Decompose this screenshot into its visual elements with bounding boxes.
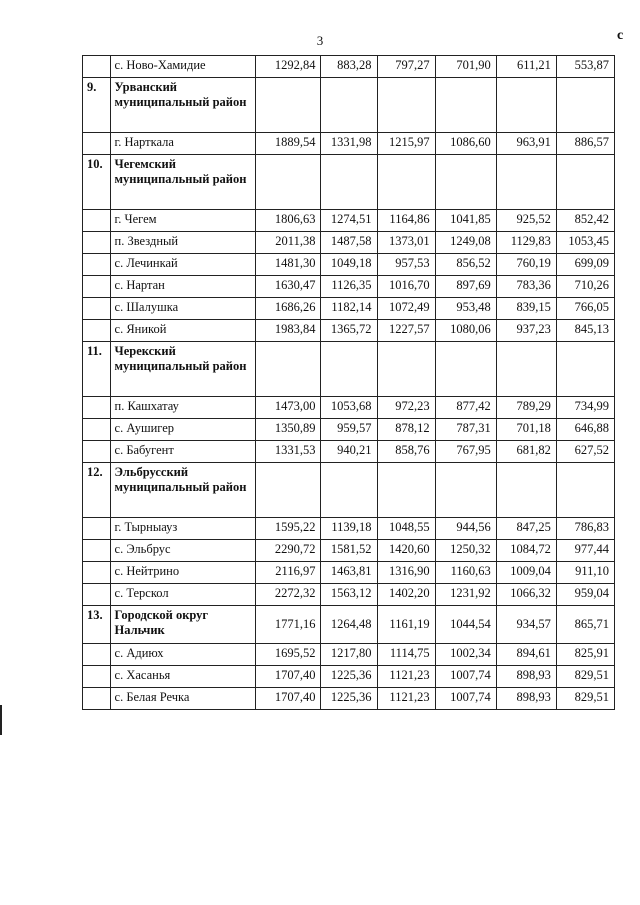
value-cell: 1686,26 (256, 298, 321, 320)
value-cell: 1215,97 (377, 133, 435, 155)
value-cell (377, 342, 435, 397)
row-index (83, 232, 111, 254)
value-cell: 1164,86 (377, 210, 435, 232)
value-cell: 1227,57 (377, 320, 435, 342)
value-cell: 959,04 (556, 584, 614, 606)
value-cell (496, 463, 556, 518)
value-cell: 1080,06 (435, 320, 496, 342)
settlement-row (83, 644, 615, 666)
value-cell: 1373,01 (377, 232, 435, 254)
settlement-name: с. Нартан (110, 276, 256, 298)
district-row (83, 342, 615, 397)
value-cell: 681,82 (496, 441, 556, 463)
settlement-name: с. Хасанья (110, 666, 256, 688)
value-cell (435, 342, 496, 397)
value-cell: 847,25 (496, 518, 556, 540)
row-index (83, 133, 111, 155)
value-cell: 1889,54 (256, 133, 321, 155)
value-cell: 940,21 (321, 441, 377, 463)
value-cell: 865,71 (556, 606, 614, 644)
settlement-name: п. Звездный (110, 232, 256, 254)
value-cell: 1129,83 (496, 232, 556, 254)
settlement-row (83, 562, 615, 584)
value-cell: 897,69 (435, 276, 496, 298)
row-index: 12. (83, 463, 111, 518)
value-cell: 1473,00 (256, 397, 321, 419)
value-cell: 1139,18 (321, 518, 377, 540)
value-cell (377, 155, 435, 210)
value-cell (556, 463, 614, 518)
row-index (83, 666, 111, 688)
tariff-table (82, 55, 615, 710)
value-cell: 710,26 (556, 276, 614, 298)
value-cell: 858,76 (377, 441, 435, 463)
value-cell (556, 342, 614, 397)
value-cell (256, 463, 321, 518)
value-cell: 1463,81 (321, 562, 377, 584)
value-cell: 886,57 (556, 133, 614, 155)
settlement-row (83, 320, 615, 342)
settlement-name: с. Яникой (110, 320, 256, 342)
value-cell: 898,93 (496, 688, 556, 710)
value-cell: 1126,35 (321, 276, 377, 298)
value-cell: 1048,55 (377, 518, 435, 540)
settlement-row (83, 584, 615, 606)
settlement-row (83, 232, 615, 254)
value-cell: 789,29 (496, 397, 556, 419)
district-row (83, 155, 615, 210)
value-cell: 977,44 (556, 540, 614, 562)
row-index (83, 320, 111, 342)
value-cell: 1084,72 (496, 540, 556, 562)
settlement-row (83, 210, 615, 232)
settlement-name: с. Шалушка (110, 298, 256, 320)
settlement-name: с. Терскол (110, 584, 256, 606)
value-cell: 1160,63 (435, 562, 496, 584)
value-cell: 627,52 (556, 441, 614, 463)
value-cell (321, 463, 377, 518)
value-cell: 766,05 (556, 298, 614, 320)
row-index (83, 419, 111, 441)
row-index: 10. (83, 155, 111, 210)
value-cell (321, 78, 377, 133)
value-cell: 767,95 (435, 441, 496, 463)
value-cell: 1274,51 (321, 210, 377, 232)
value-cell: 972,23 (377, 397, 435, 419)
settlement-row (83, 518, 615, 540)
value-cell: 760,19 (496, 254, 556, 276)
value-cell (435, 463, 496, 518)
row-index (83, 540, 111, 562)
value-cell (377, 78, 435, 133)
value-cell: 1365,72 (321, 320, 377, 342)
value-cell: 1292,84 (256, 56, 321, 78)
corner-mark: с (617, 28, 624, 43)
value-cell: 1002,34 (435, 644, 496, 666)
row-index (83, 584, 111, 606)
value-cell (377, 463, 435, 518)
page-number: 3 (316, 33, 324, 48)
value-cell: 2290,72 (256, 540, 321, 562)
value-cell (556, 78, 614, 133)
value-cell (256, 342, 321, 397)
district-row (83, 463, 615, 518)
value-cell: 1121,23 (377, 666, 435, 688)
value-cell: 1806,63 (256, 210, 321, 232)
district-row (83, 78, 615, 133)
row-index (83, 441, 111, 463)
value-cell: 957,53 (377, 254, 435, 276)
value-cell: 1983,84 (256, 320, 321, 342)
value-cell: 1016,70 (377, 276, 435, 298)
value-cell: 1086,60 (435, 133, 496, 155)
settlement-row (83, 688, 615, 710)
value-cell (256, 78, 321, 133)
value-cell: 852,42 (556, 210, 614, 232)
value-cell: 1049,18 (321, 254, 377, 276)
row-index (83, 644, 111, 666)
value-cell: 553,87 (556, 56, 614, 78)
value-cell: 2116,97 (256, 562, 321, 584)
value-cell: 1331,98 (321, 133, 377, 155)
value-cell: 1009,04 (496, 562, 556, 584)
value-cell: 898,93 (496, 666, 556, 688)
value-cell (435, 78, 496, 133)
row-index: 11. (83, 342, 111, 397)
value-cell: 1250,32 (435, 540, 496, 562)
settlement-row (83, 397, 615, 419)
row-index (83, 210, 111, 232)
settlement-name: с. Ново-Хамидие (110, 56, 256, 78)
value-cell: 1707,40 (256, 666, 321, 688)
value-cell: 1007,74 (435, 688, 496, 710)
value-cell: 783,36 (496, 276, 556, 298)
value-cell (496, 78, 556, 133)
value-cell: 699,09 (556, 254, 614, 276)
district-row (83, 606, 615, 644)
value-cell: 1161,19 (377, 606, 435, 644)
value-cell: 1007,74 (435, 666, 496, 688)
value-cell: 878,12 (377, 419, 435, 441)
row-index (83, 56, 111, 78)
settlement-row (83, 254, 615, 276)
value-cell: 1316,90 (377, 562, 435, 584)
value-cell: 1121,23 (377, 688, 435, 710)
row-index: 9. (83, 78, 111, 133)
value-cell: 786,83 (556, 518, 614, 540)
settlement-name: г. Чегем (110, 210, 256, 232)
value-cell: 829,51 (556, 666, 614, 688)
settlement-name: с. Бабугент (110, 441, 256, 463)
row-index (83, 254, 111, 276)
value-cell: 701,90 (435, 56, 496, 78)
value-cell: 1350,89 (256, 419, 321, 441)
scan-edge-mark (0, 705, 2, 735)
value-cell: 1225,36 (321, 666, 377, 688)
value-cell: 2272,32 (256, 584, 321, 606)
settlement-name: с. Нейтрино (110, 562, 256, 584)
value-cell: 953,48 (435, 298, 496, 320)
value-cell: 1630,47 (256, 276, 321, 298)
value-cell: 1402,20 (377, 584, 435, 606)
settlement-row (83, 540, 615, 562)
value-cell: 959,57 (321, 419, 377, 441)
value-cell: 911,10 (556, 562, 614, 584)
value-cell: 787,31 (435, 419, 496, 441)
value-cell: 1225,36 (321, 688, 377, 710)
value-cell: 1217,80 (321, 644, 377, 666)
settlement-row (83, 441, 615, 463)
table-body (83, 56, 615, 710)
settlement-row (83, 666, 615, 688)
value-cell: 856,52 (435, 254, 496, 276)
settlement-name: с. Белая Речка (110, 688, 256, 710)
row-index (83, 518, 111, 540)
value-cell: 1707,40 (256, 688, 321, 710)
row-index (83, 298, 111, 320)
settlement-name: с. Аушигер (110, 419, 256, 441)
value-cell: 1053,68 (321, 397, 377, 419)
value-cell (496, 155, 556, 210)
value-cell (556, 155, 614, 210)
value-cell: 883,28 (321, 56, 377, 78)
value-cell: 877,42 (435, 397, 496, 419)
settlement-name: с. Эльбрус (110, 540, 256, 562)
value-cell: 701,18 (496, 419, 556, 441)
value-cell: 1581,52 (321, 540, 377, 562)
value-cell: 646,88 (556, 419, 614, 441)
row-index: 13. (83, 606, 111, 644)
value-cell: 1053,45 (556, 232, 614, 254)
value-cell: 839,15 (496, 298, 556, 320)
value-cell (435, 155, 496, 210)
value-cell: 1481,30 (256, 254, 321, 276)
value-cell: 1231,92 (435, 584, 496, 606)
row-index (83, 562, 111, 584)
value-cell: 1487,58 (321, 232, 377, 254)
value-cell: 1072,49 (377, 298, 435, 320)
value-cell: 1066,32 (496, 584, 556, 606)
settlement-row (83, 419, 615, 441)
value-cell: 963,91 (496, 133, 556, 155)
value-cell: 825,91 (556, 644, 614, 666)
settlement-name: г. Нарткала (110, 133, 256, 155)
settlement-row (83, 133, 615, 155)
row-index (83, 397, 111, 419)
value-cell: 934,57 (496, 606, 556, 644)
value-cell: 944,56 (435, 518, 496, 540)
settlement-name: п. Кашхатау (110, 397, 256, 419)
value-cell: 797,27 (377, 56, 435, 78)
value-cell (321, 342, 377, 397)
value-cell: 2011,38 (256, 232, 321, 254)
value-cell: 1182,14 (321, 298, 377, 320)
value-cell: 734,99 (556, 397, 614, 419)
district-name: Черекский муниципальный район (110, 342, 256, 397)
value-cell: 1771,16 (256, 606, 321, 644)
row-index (83, 276, 111, 298)
value-cell: 925,52 (496, 210, 556, 232)
value-cell: 1249,08 (435, 232, 496, 254)
row-index (83, 688, 111, 710)
value-cell (256, 155, 321, 210)
value-cell: 937,23 (496, 320, 556, 342)
district-name: Городской округ Нальчик (110, 606, 256, 644)
value-cell: 1041,85 (435, 210, 496, 232)
value-cell: 1264,48 (321, 606, 377, 644)
value-cell: 1420,60 (377, 540, 435, 562)
value-cell: 1563,12 (321, 584, 377, 606)
value-cell: 1044,54 (435, 606, 496, 644)
settlement-row (83, 298, 615, 320)
value-cell: 829,51 (556, 688, 614, 710)
value-cell (321, 155, 377, 210)
district-name: Эльбрусский муниципальный район (110, 463, 256, 518)
value-cell: 1331,53 (256, 441, 321, 463)
value-cell: 1114,75 (377, 644, 435, 666)
value-cell: 1595,22 (256, 518, 321, 540)
district-name: Урванский муниципальный район (110, 78, 256, 133)
value-cell: 1695,52 (256, 644, 321, 666)
settlement-name: с. Лечинкай (110, 254, 256, 276)
value-cell: 845,13 (556, 320, 614, 342)
settlement-row (83, 56, 615, 78)
district-name: Чегемский муниципальный район (110, 155, 256, 210)
settlement-name: г. Тырныауз (110, 518, 256, 540)
value-cell: 894,61 (496, 644, 556, 666)
settlement-name: с. Адиюх (110, 644, 256, 666)
value-cell (496, 342, 556, 397)
value-cell: 611,21 (496, 56, 556, 78)
settlement-row (83, 276, 615, 298)
